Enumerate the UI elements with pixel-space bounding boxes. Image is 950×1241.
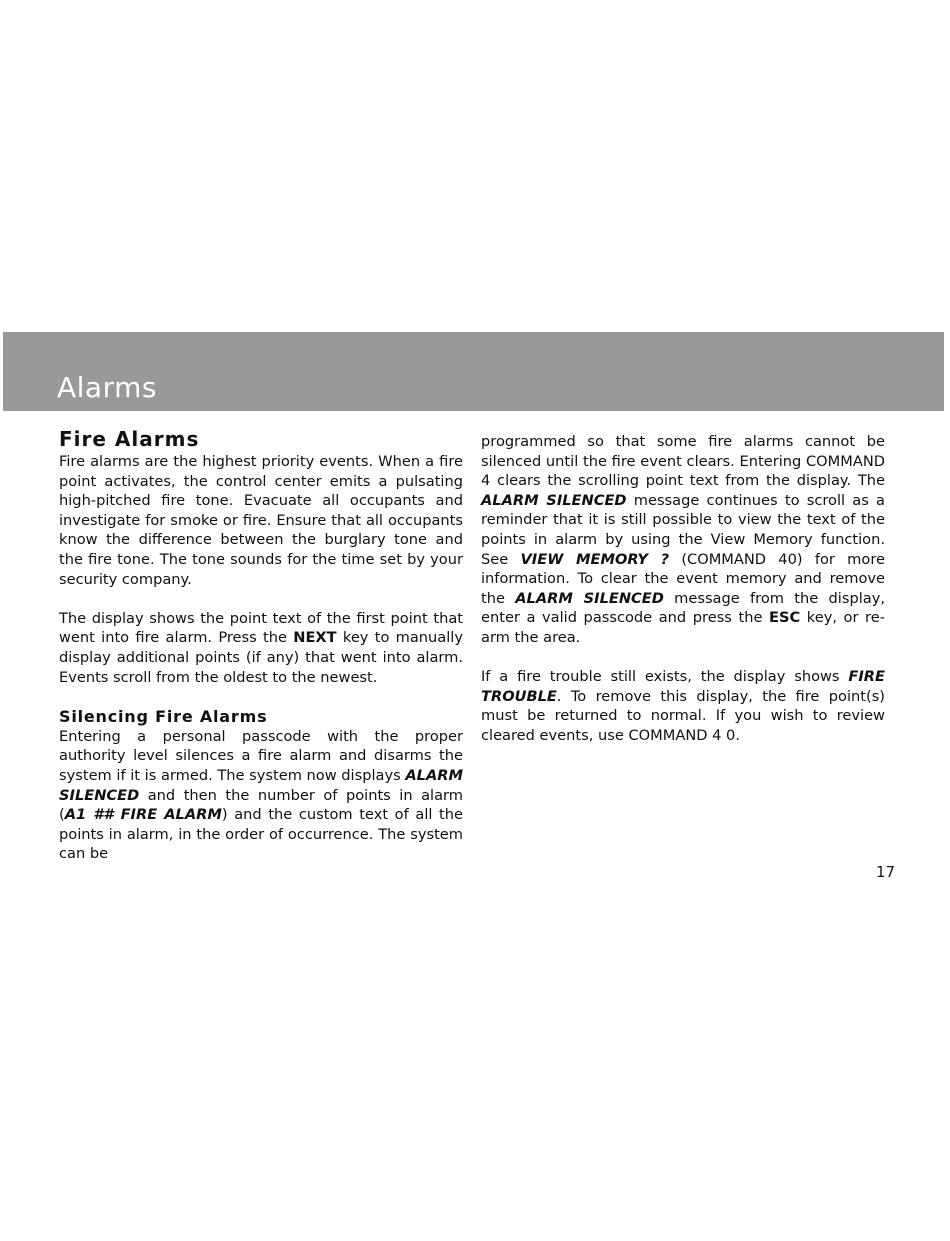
a1-fire-alarm-display-text: A1 ## FIRE ALARM xyxy=(64,806,222,824)
page-number: 17 xyxy=(876,863,896,881)
fire-alarms-paragraph-2 xyxy=(59,609,463,687)
alarm-silenced-display-text: ALARM SILENCED xyxy=(481,491,627,509)
silencing-paragraph-start xyxy=(59,727,463,864)
fire-trouble-display-text: FIRE TROUBLE xyxy=(481,668,885,705)
next-key-label: NEXT xyxy=(293,629,337,647)
silencing-fire-alarms-heading: Silencing Fire Alarms xyxy=(59,706,268,726)
chapter-title: Alarms xyxy=(57,371,157,404)
left-column xyxy=(59,426,463,864)
text-span: message from the display, enter a valid passcode and press the xyxy=(481,589,885,627)
silencing-paragraph-continued xyxy=(481,432,885,648)
text-span: key to manually display additional points (if any) that went into alarm. Events scroll from the oldest to the newest. xyxy=(59,629,463,686)
text-span: key, or re-arm the area. xyxy=(481,609,885,646)
esc-key-label: ESC xyxy=(769,609,801,627)
alarm-silenced-display-text: ALARM SILENCED xyxy=(515,589,664,607)
alarm-silenced-display-text: ALARM SILENCED xyxy=(59,766,464,804)
fire-alarms-heading: Fire Alarms xyxy=(59,427,200,451)
text-span: ) and the custom text of all the points in alarm, in the order of occurrence. The system can be xyxy=(59,806,463,863)
text-span: . To remove this display, the fire point(s) must be returned to normal. If you wish to review cleared events, use COMMAND 4 0. xyxy=(481,687,885,744)
text-span: If a fire trouble still exists, the display shows xyxy=(481,668,849,686)
fire-trouble-paragraph xyxy=(481,667,885,745)
text-span: and then the number of points in alarm ( xyxy=(59,786,463,824)
view-memory-display-text: VIEW MEMORY ? xyxy=(520,550,670,568)
fire-alarms-paragraph-1: Fire alarms are the highest priority events. When a fire point activates, the control center emits a pulsating high-pitched fire tone. Evacuate all occupants and investigate for smoke or fire. Ensure that all occupants know the difference between the burglary tone and the fire tone. The tone sounds for the time set by your security company. xyxy=(59,453,463,588)
text-span: (COMMAND 40) for more information. To clear the event memory and remove the xyxy=(481,550,885,607)
text-span: programmed so that some fire alarms cannot be silenced until the fire event clears. Entering COMMAND 4 clears the scrolling point text from the display. The xyxy=(481,433,885,490)
text-span: The display shows the point text of the first point that went into fire alarm. Press the xyxy=(59,609,463,647)
right-column xyxy=(481,432,885,746)
text-span: Entering a personal passcode with the proper authority level silences a fire alarm and disarms the system if it is armed. The system now displays xyxy=(59,727,463,784)
text-span: message continues to scroll as a reminder that it is still possible to view the text of the points in alarm by using the View Memory function. See xyxy=(481,491,885,568)
